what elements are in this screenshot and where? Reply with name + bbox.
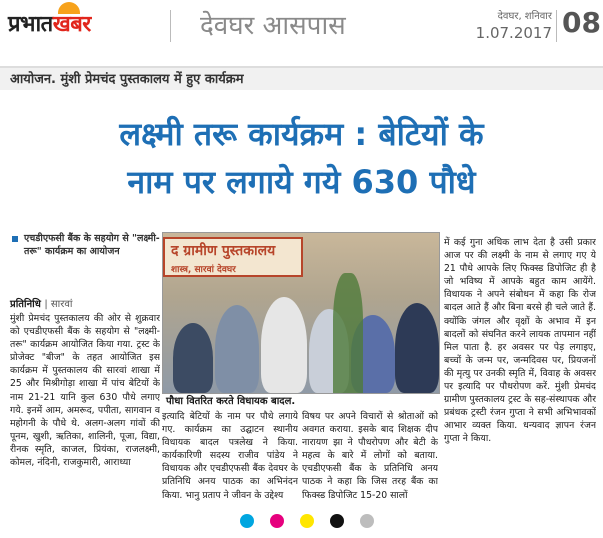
photo-caption: पौधा वितरित करते विधायक बादल. xyxy=(162,394,440,410)
kicker-bar xyxy=(0,66,603,90)
dateline-label: प्रतिनिधि xyxy=(10,299,41,310)
bullet-icon xyxy=(12,236,18,242)
headline-line1: लक्ष्मी तरू कार्यक्रम : बेटियों के xyxy=(119,115,484,153)
logo-part1: प्रभात xyxy=(8,12,53,37)
article-column-2: इत्यादि बेटियों के नाम पर पौधे लगाये गए. कार्यक्रम का उद्घाटन स्थानीय विधायक बादल पत्रलेख ने किया. कार्यकारिणी सदस्य राजीव पांडेय ने विधायक और एचडीएफसी बैंक देवघर के प्रतिनिधि अनय पाठक का अभिनंदन किया. भानु प्रताप ने जीवन के उद्देश्य xyxy=(162,411,298,501)
masthead-divider xyxy=(556,10,557,42)
registration-dot xyxy=(360,514,374,528)
issue-date xyxy=(462,8,552,42)
news-photo xyxy=(162,232,440,394)
photo-person xyxy=(261,297,307,393)
registration-dot xyxy=(240,514,254,528)
issue-day: देवघर, शनिवार xyxy=(497,11,552,22)
photo-person xyxy=(215,305,259,393)
masthead-divider xyxy=(170,10,171,42)
highlight-box xyxy=(10,232,160,258)
article-column-4: में कई गुना अधिक लाभ देता है उसी प्रकार आज पर की लक्ष्मी के नाम से लगाए गए ये 21 पौधे आपके लिए फिक्स्ड डिपोजिट ही है जो भविष्य में आपके बहुत काम आयेंगे. विधायक ने अपने संबोधन में कहा कि रोज बादल आते हैं और बिना बरसे ही चले जाते हैं. क्योंकि जंगल और वृक्षों के अभाव में इन बादलों को संघनित करने लायक तापमान नहीं मिल पाता है. हर अवसर पर पेड़ लगाइए, बच्चों के जन्म पर, जन्मदिवस पर, प्रियजनों की मृत्यु पर उनकी स्मृति में, विवाह के अवसर पर इत्यादि पर पौधरोपण करें. मुंशी प्रेमचंद ग्रामीण पुस्तकालय ट्रस्ट के सह-संस्थापक और प्रबंधक ट्रस्टी रंजन गुप्ता ने सभी अभिभावकों आभार व्यक्त किया. धन्यवाद ज्ञापन रंजन गुप्ता ने किया. xyxy=(444,237,596,445)
highlight-text: एचडीएफसी बैंक के सहयोग से "लक्ष्मी-तरू" कार्यक्रम का आयोजन xyxy=(24,233,160,257)
article-column-3: विषय पर अपने विचारों से श्रोताओं को अवगत कराया. इसके बाद शिक्षक दीप नारायण झा ने पौधरोपण और बेटी के महत्व के बारे में लोगों को बताया. एचडीएफसी बैंक के प्रतिनिधि अनय पाठक ने कहा कि जिस तरह बैंक का फिक्स्ड डिपोजिट 15-20 सालों xyxy=(302,411,438,501)
headline-line2: नाम पर लगाये गये 630 पौधे xyxy=(127,163,476,201)
kicker-text: आयोजन. मुंशी प्रेमचंद पुस्तकालय में हुए कार्यक्रम xyxy=(10,72,244,87)
section-title: देवघर आसपास xyxy=(200,11,346,41)
logo-part2: खबर xyxy=(52,12,91,37)
article-column-1: मुंशी प्रेमचंद पुस्तकालय की ओर से शुक्रवार को एचडीएफसी बैंक के सहयोग से "लक्ष्मी-तरू" कार्यक्रम आयोजित किया गया. ट्रस्ट के प्रोजेक्ट "बीज" के तहत आयोजित इस कार्यक्रम में पुस्तकालय की सारवां शाखा में 25 और मिश्रीगोड़ा शाखा में पांच बेटियों के नाम 21-21 यानि कुल 630 पौधे लगाए गये. इनमें आम, अमरूद, पपीता, सागवान व महोगनी के पौधे थे. अलग-अलग गांवों की पूनम, खुशी, ऋतिका, शालिनी, पूजा, विद्या, रीनक स्मृति, काजल, प्रियंका, राजलक्ष्मी, कोमल, नंदिनी, राजकुमारी, आराध्या xyxy=(10,313,160,469)
dateline: प्रतिनिधि | सारवां xyxy=(10,299,73,310)
issue-date-value: 1.07.2017 xyxy=(475,24,552,42)
page-number: 08 xyxy=(562,6,601,39)
registration-dot xyxy=(270,514,284,528)
photo-banner xyxy=(163,237,303,277)
registration-dot xyxy=(300,514,314,528)
newspaper-logo xyxy=(8,8,91,38)
photo-person xyxy=(173,323,213,393)
banner-subtext: शास्त्र, सारवां देवघर xyxy=(171,265,236,275)
photo-person xyxy=(395,303,439,393)
registration-dot xyxy=(330,514,344,528)
banner-text: द ग्रामीण पुस्तकालय xyxy=(171,243,276,259)
photo-plant xyxy=(333,273,363,393)
masthead xyxy=(0,0,603,48)
dateline-place: सारवां xyxy=(50,299,73,310)
